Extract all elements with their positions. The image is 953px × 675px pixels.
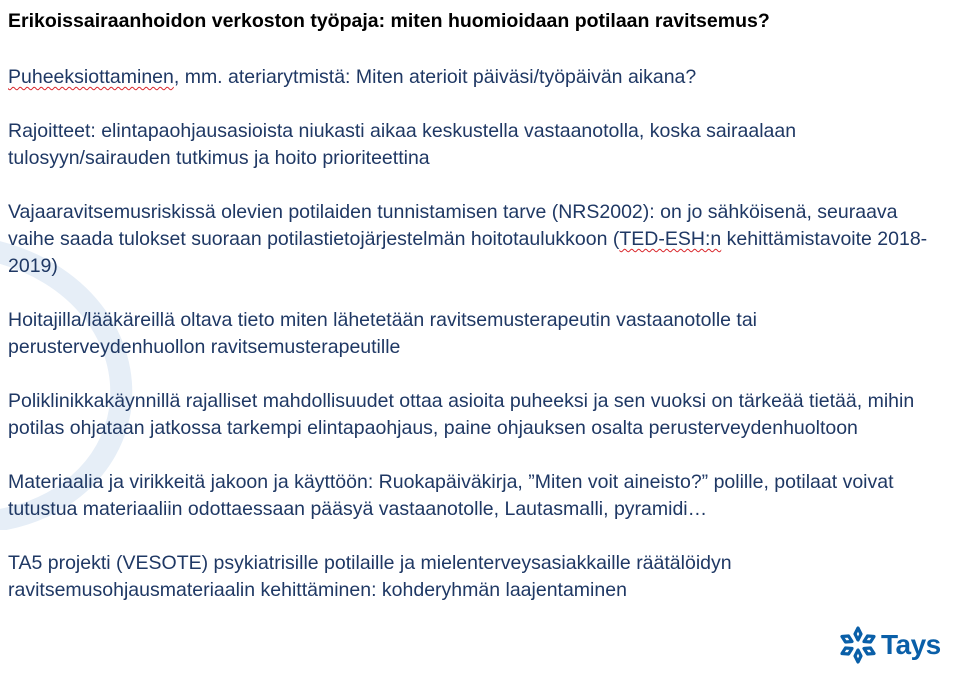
- paragraph-text: Hoitajilla/lääkäreillä oltava tieto miten lähetetään ravitsemusterapeutin vastaanotolle tai perusterveydenhuollon ravitsemusterapeutille: [8, 309, 758, 358]
- paragraph-text: Vajaaravitsemusriskissä olevien potilaiden tunnistamisen tarve (NRS2002): on jo sähköisenä, seuraava vaihe saada tulokset suoraan potilastietojärjestelmän hoitotaulukkoon (: [8, 201, 898, 250]
- body-paragraph: [8, 469, 948, 523]
- paragraph-text: Rajoitteet: elintapaohjausasioista niukasti aikaa keskustella vastaanotolla, koska sairaalaan tulosyyn/sairauden tutkimus ja hoito prioriteettina: [8, 120, 797, 169]
- tays-snowflake-logo-icon: [837, 624, 879, 666]
- tays-logo: [837, 624, 941, 666]
- spellcheck-flagged-word: TED-ESH:n: [619, 228, 722, 250]
- paragraph-text: Poliklinikkakäynnillä rajalliset mahdollisuudet ottaa asioita puheeksi ja sen vuoksi on tärkeää tietää, mihin potilas ohjataan jatkossa tarkempi elintapaohjaus, paine ohjauksen osalta perusterveydenhuoltoon: [8, 390, 915, 439]
- slide-title: Erikoissairaanhoidon verkoston työpaja: miten huomioidaan potilaan ravitsemus?: [8, 10, 770, 32]
- body-paragraph: [8, 64, 948, 91]
- paragraph-text: , mm. ateriarytmistä: Miten aterioit päiväsi/työpäivän aikana?: [173, 66, 697, 88]
- logo-text: Tays: [881, 629, 941, 660]
- body-paragraph: [8, 388, 948, 442]
- paragraph-text: kehittämistavoite 2018-2019): [8, 228, 928, 277]
- body-paragraph: [8, 199, 948, 280]
- slide-body: [8, 64, 948, 631]
- spellcheck-flagged-word: Puheeksiottaminen: [8, 66, 174, 88]
- paragraph-text: Materiaalia ja virikkeitä jakoon ja käyttöön: Ruokapäiväkirja, ”Miten voit aineisto?” polille, potilaat voivat tutustua materiaaliin odottaessaan pääsyä vastaanotolle, Lautasmalli, pyramidi…: [8, 471, 894, 520]
- paragraph-text: TA5 projekti (VESOTE) psykiatrisille potilaille ja mielenterveysasiakkaille räätälöidyn ravitsemusohjausmateriaalin kehittäminen: kohderyhmän laajentaminen: [8, 552, 732, 601]
- body-paragraph: [8, 118, 948, 172]
- body-paragraph: [8, 550, 948, 604]
- body-paragraph: [8, 307, 948, 361]
